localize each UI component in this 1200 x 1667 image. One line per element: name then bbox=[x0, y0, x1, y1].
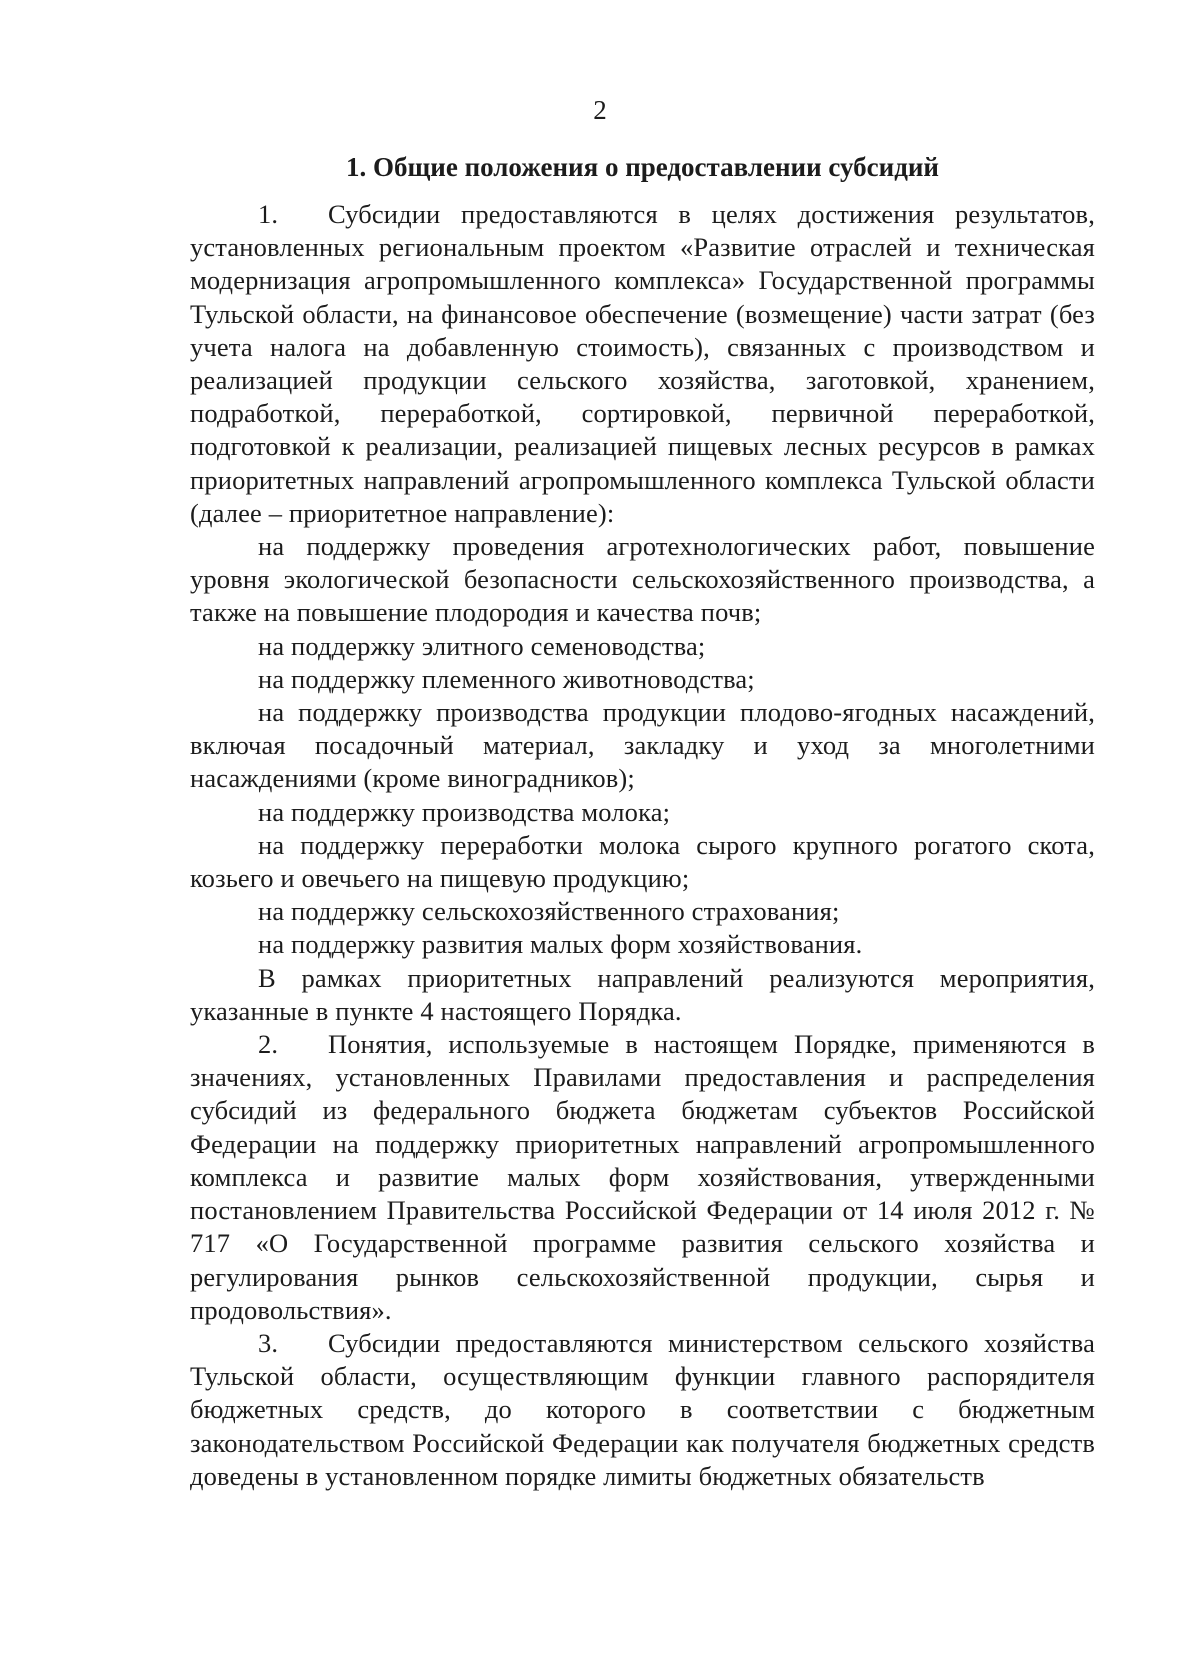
paragraph bbox=[190, 829, 1095, 895]
paragraph-text: В рамках приоритетных направлений реализуются мероприятия, указанные в пункте 4 настоящего Порядка. bbox=[190, 962, 1095, 1026]
paragraph bbox=[190, 663, 1095, 696]
paragraph-text: на поддержку проведения агротехнологических работ, повышение уровня экологической безопасности сельскохозяйственного производства, а также на повышение плодородия и качества почв; bbox=[190, 531, 1095, 628]
paragraph-text: на поддержку производства молока; bbox=[258, 796, 671, 827]
paragraph-text: на поддержку переработки молока сырого крупного рогатого скота, козьего и овечьего на пищевую продукцию; bbox=[190, 829, 1095, 894]
paragraph-number: 1. bbox=[258, 199, 279, 229]
paragraph bbox=[190, 630, 1095, 663]
paragraph-text: на поддержку производства продукции плодово-ягодных насаждений, включая посадочный материал, закладку и уход за многолетними насаждениями (кроме виноградников); bbox=[190, 697, 1095, 794]
paragraph-text: на поддержку развития малых форм хозяйствования. bbox=[258, 929, 863, 960]
paragraph bbox=[190, 198, 1095, 530]
document-body bbox=[190, 198, 1095, 1493]
paragraph bbox=[190, 1327, 1095, 1493]
paragraph-text: на поддержку элитного семеноводства; bbox=[258, 630, 706, 661]
paragraph-text: на поддержку сельскохозяйственного страхования; bbox=[258, 896, 840, 927]
paragraph bbox=[190, 530, 1095, 630]
page-number: 2 bbox=[593, 95, 607, 125]
paragraph bbox=[190, 1028, 1095, 1327]
paragraph-number: 3. bbox=[258, 1327, 279, 1358]
paragraph bbox=[190, 696, 1095, 796]
section-title: 1. Общие положения о предоставлении субсидий bbox=[346, 152, 939, 182]
paragraph-number: 2. bbox=[258, 1029, 279, 1060]
paragraph bbox=[190, 928, 1095, 961]
paragraph bbox=[190, 962, 1095, 1028]
paragraph-text: Субсидии предоставляются министерством сельского хозяйства Тульской области, осуществляющим функции главного распорядителя бюджетных средств, до которого в соответствии с бюджетным законодательством Российской Федерации как получателя бюджетных средств доведены в установленном порядке лимиты бюджетных обязательств bbox=[190, 1327, 1095, 1491]
paragraph bbox=[190, 796, 1095, 829]
paragraph-text: на поддержку племенного животноводства; bbox=[258, 663, 755, 694]
paragraph-text: Понятия, используемые в настоящем Порядке, применяются в значениях, установленных Правилами предоставления и распределения субсидий из федерального бюджета бюджетам субъектов Российской Федерации на поддержку приоритетных направлений агропромышленного комплекса и развитие малых форм хозяйствования, утвержденными постановлением Правительства Российской Федерации от 14 июля 2012 г. № 717 «О Государственной программе развития сельского хозяйства и регулирования рынков сельскохозяйственной продукции, сырья и продовольствия». bbox=[190, 1029, 1095, 1325]
paragraph-text: Субсидии предоставляются в целях достижения результатов, установленных региональным проектом «Развитие отраслей и техническая модернизация агропромышленного комплекса» Государственной программы Тульской области, на финансовое обеспечение (возмещение) части затрат (без учета налога на добавленную стоимость), связанных с производством и реализацией продукции сельского хозяйства, заготовкой, хранением, подработкой, переработкой, сортировкой, первичной переработкой, подготовкой к реализации, реализацией пищевых лесных ресурсов в рамках приоритетных направлений агропромышленного комплекса Тульской области (далее – приоритетное направление): bbox=[190, 199, 1095, 528]
paragraph bbox=[190, 895, 1095, 928]
